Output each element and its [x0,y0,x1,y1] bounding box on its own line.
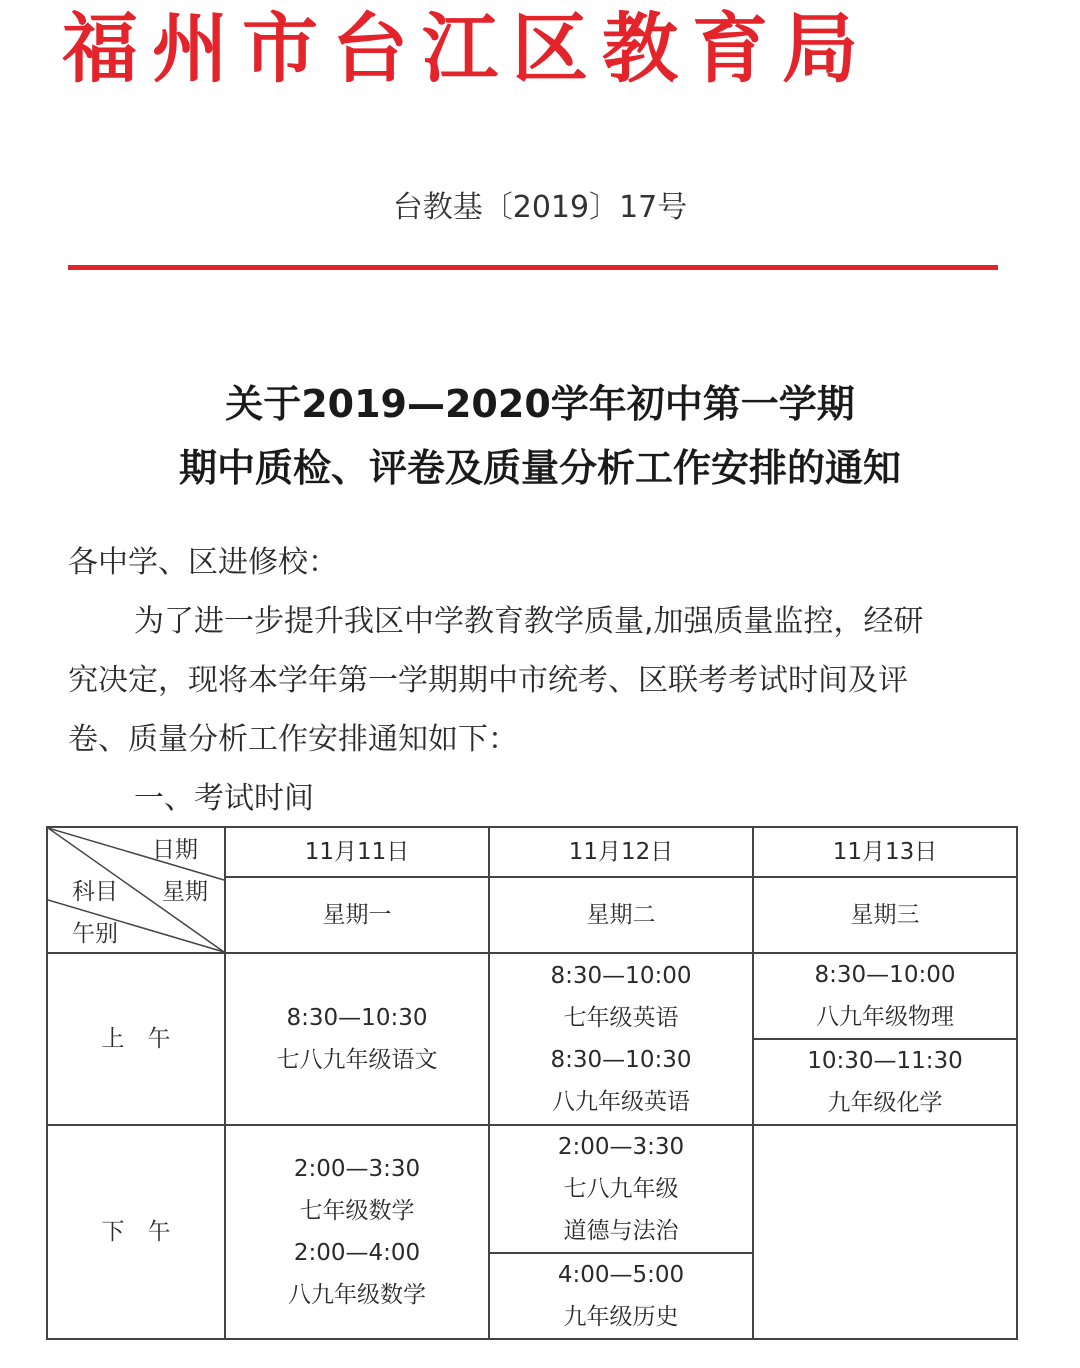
exam-time: 8:30—10:00 [550,963,692,989]
corner-subject-label: 科目 [72,879,118,905]
table-row [47,953,1017,1039]
corner-session-label: 午别 [72,921,118,947]
exam-subject: 九年级化学 [827,1090,943,1116]
afternoon-day1-cell [225,1125,489,1339]
date-cell: 11月11日 [225,827,489,877]
notice-title-line2: 期中质检、评卷及质量分析工作安排的通知 [178,446,901,490]
exam-schedule-table [46,826,1018,1340]
date-cell: 11月13日 [753,827,1017,877]
table-row [47,827,1017,877]
exam-subject: 道德与法治 [563,1218,679,1244]
date-cell: 11月12日 [489,827,753,877]
morning-day2-cell [489,953,753,1125]
corner-header-cell [47,827,225,953]
exam-time: 10:30—11:30 [807,1048,963,1074]
exam-subject: 八九年级数学 [288,1282,426,1308]
exam-time: 8:30—10:00 [814,962,956,988]
exam-time: 2:00—4:00 [293,1240,421,1266]
notice-title-line1: 关于2019—2020学年初中第一学期 [225,382,855,426]
morning-label-cell: 上 午 [47,953,225,1125]
salutation: 各中学、区进修校： [68,545,338,580]
exam-time: 8:30—10:30 [286,1005,428,1031]
morning-day3-cell-a [753,953,1017,1039]
issuer-title: 福州市台江区教育局 [62,4,872,93]
table-row [47,1125,1017,1253]
paragraph-line: 为了进一步提升我区中学教育教学质量,加强质量监控，经研 [134,604,924,639]
exam-subject: 七八九年级 [563,1176,679,1202]
exam-subject: 七八九年级语文 [276,1047,438,1073]
exam-time: 2:00—3:30 [293,1156,421,1182]
morning-day1-cell [225,953,489,1125]
exam-time: 2:00—3:30 [557,1134,685,1160]
corner-date-label: 日期 [152,837,198,863]
paragraph-line: 究决定，现将本学年第一学期期中市统考、区联考考试时间及评 [68,663,908,698]
exam-subject: 八九年级物理 [816,1004,954,1030]
afternoon-day2-cell-a [489,1125,753,1253]
weekday-cell: 星期二 [489,877,753,953]
weekday-cell: 星期一 [225,877,489,953]
document-number: 台教基〔2019〕17号 [392,190,688,225]
afternoon-label-cell: 下 午 [47,1125,225,1339]
morning-day3-cell-b [753,1039,1017,1125]
weekday-cell: 星期三 [753,877,1017,953]
exam-time: 8:30—10:30 [550,1047,692,1073]
exam-subject: 八九年级英语 [552,1089,690,1115]
afternoon-day2-cell-b [489,1253,753,1339]
exam-subject: 七年级英语 [563,1005,679,1031]
paragraph-line: 卷、质量分析工作安排通知如下： [68,722,518,757]
exam-time: 4:00—5:00 [557,1262,685,1288]
exam-subject: 九年级历史 [563,1304,679,1330]
corner-weekday-label: 星期 [162,879,208,905]
section-heading: 一、考试时间 [134,781,314,816]
red-divider [68,265,998,270]
exam-subject: 七年级数学 [299,1198,415,1224]
afternoon-day3-cell [753,1125,1017,1339]
